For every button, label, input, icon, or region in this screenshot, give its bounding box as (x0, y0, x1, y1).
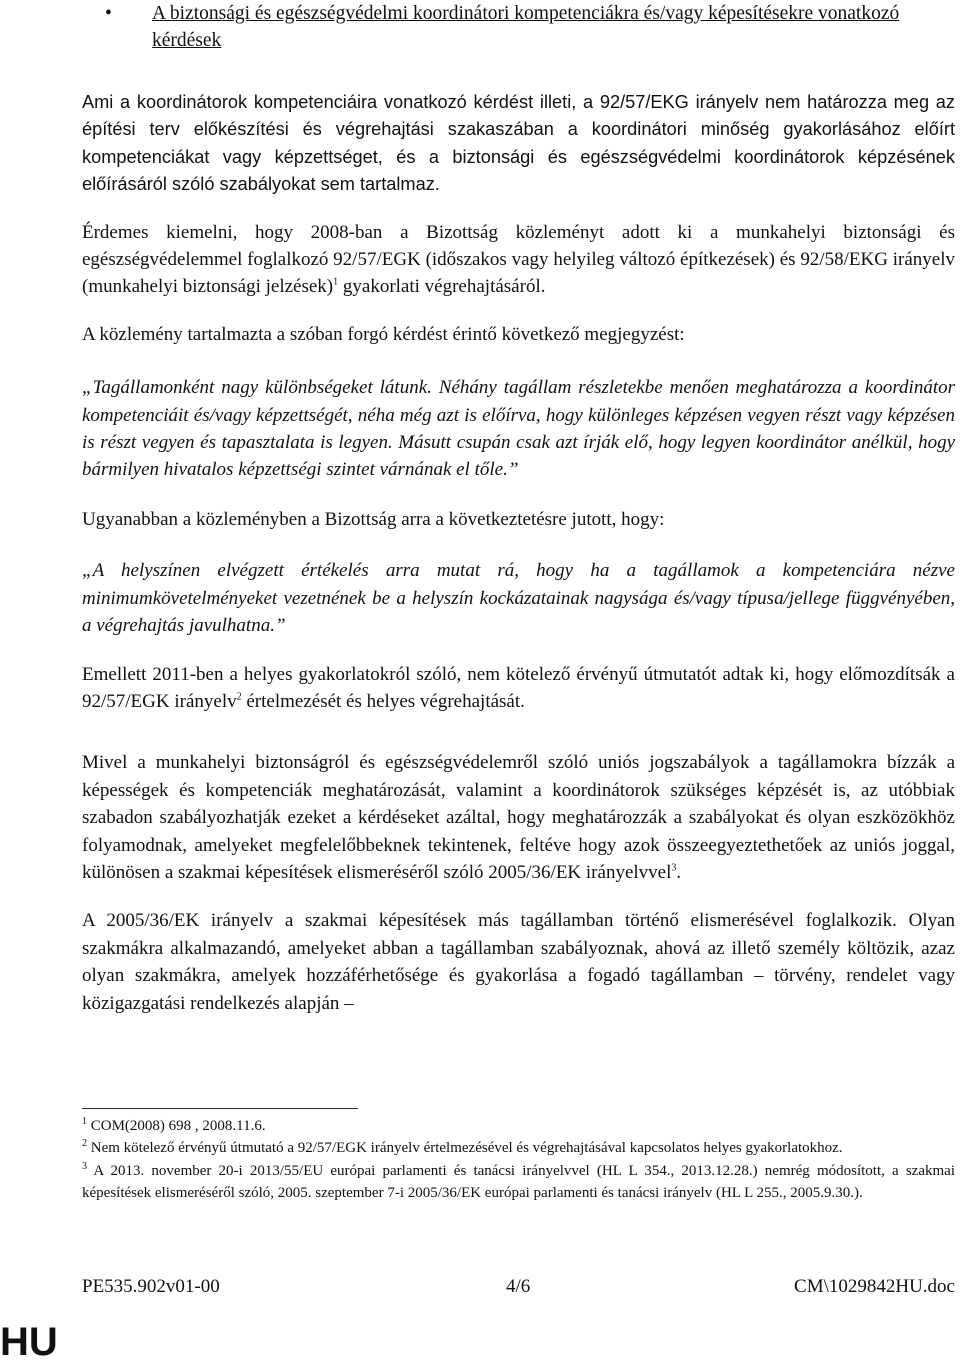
footnote-ref-1[interactable]: 1 (333, 277, 339, 289)
footnote-text: COM(2008) 698 , 2008.11.6. (87, 1118, 266, 1134)
footnote-text: A 2013. november 20-i 2013/55/EU európai parlamenti és tanácsi irányelvvel (HL L 354., 2013.12.28.) nemrég módosított, a szakmai képesítések elismeréséről szóló, 2005. szeptember 7-i 2005/36/EK európai parlamenti és tanácsi irányelv (HL L 255., 2005.9.30.). (82, 1162, 955, 1202)
footnote-ref-2[interactable]: 2 (236, 691, 242, 703)
footnote-3 (82, 1160, 955, 1205)
document-reference: PE535.902v01-00 (82, 1276, 220, 1297)
paragraph-6-tail: . (676, 861, 682, 883)
footnotes (82, 1115, 955, 1205)
paragraph-6 (82, 749, 955, 886)
paragraph-3: A közlemény tartalmazta a szóban forgó kérdést érintő következő megjegyzést: (82, 323, 685, 345)
footnote-2 (82, 1137, 955, 1159)
paragraph-1: Ami a koordinátorok kompetenciáira vonatkozó kérdést illeti, a 92/57/EKG irányelv nem határozza meg az építési terv előkészítési és végrehajtási szakaszában a koordinátori minőség gyakorlásához előírt kompetenciákat vagy képzettséget, és a biztonsági és egészségvédelmi koordinátorok képzésének előírásáról szóló szabályokat sem tartalmaz. (82, 92, 955, 195)
section-heading (105, 0, 955, 54)
footnote-ref-3[interactable]: 3 (671, 862, 677, 874)
bullet-icon: • (105, 3, 112, 24)
footnote-number: 3 (82, 1160, 87, 1172)
language-tag: HU (0, 1320, 58, 1364)
paragraph-5 (82, 661, 955, 716)
paragraph-5-text: Emellett 2011-ben a helyes gyakorlatokról szóló, nem kötelező érvényű útmutatót adtak ki, hogy előmozdítsák a 92/57/EGK irányelv (82, 663, 955, 712)
footnote-1 (82, 1115, 955, 1137)
page-footer (82, 1276, 955, 1302)
quote-1: „Tagállamonként nagy különbségeket látunk. Néhány tagállam részletekbe menően meghatározza a koordinátor kompetenciáit és/vagy képzettségét, néha még azt is előírva, hogy különleges képzésen vegyen részt vagy képzésen is részt vegyen és tapasztalata is legyen. Másutt csupán csak azt írják elő, hogy legyen koordinátor anélkül, hogy bármilyen hivatalos képzettségi szintet várnának el tőle.” (82, 377, 955, 481)
document-body (82, 0, 955, 1017)
paragraph-7: A 2005/36/EK irányelv a szakmai képesítések más tagállamban történő elismerésével foglalkozik. Olyan szakmákra alkalmazandó, amelyeket abban a tagállamban szabályoznak, ahová az illető személy költözik, azaz olyan szakmákra, amelyek hozzáférhetősége és gyakorlása a fogadó tagállamban – törvény, rendelet vagy közigazgatási rendelkezés alapján – (82, 910, 955, 1014)
footnote-number: 1 (82, 1116, 87, 1127)
paragraph-6-text: Mivel a munkahelyi biztonságról és egészségvédelemről szóló uniós jogszabályok a tagállamokra bízzák a képességek és kompetenciák meghatározását, valamint a koordinátorok szükséges képzését is, az utóbbiak szabadon szabályozhatják ezeket a kérdéseket azáltal, hogy meghatározzák a szabályokat és olyan eszközökhöz folyamodnak, amelyeket megfelelőbbeknek tekintenek, feltéve hogy azok összeegyeztethetőek az uniós joggal, különösen a szakmai képesítések elismeréséről szóló 2005/36/EK irányelvvel (82, 752, 955, 883)
quote-2: „A helyszínen elvégzett értékelés arra mutat rá, hogy ha a tagállamok a kompetenciára nézve minimumkövetelményeket vezetnének be a helyszín kockázatainak nagysága és/vagy típusa/jellege függvényében, a végrehajtás javulhatna.” (82, 560, 955, 637)
paragraph-2 (82, 219, 955, 301)
page-number: 4/6 (506, 1276, 531, 1297)
footnote-text: Nem kötelező érvényű útmutató a 92/57/EGK irányelv értelmezésével és végrehajtásával kapcsolatos helyes gyakorlatokhoz. (87, 1140, 843, 1157)
paragraph-2-text: Érdemes kiemelni, hogy 2008-ban a Bizottság közleményt adott ki a munkahelyi biztonsági és egészségvédelemmel foglalkozó 92/57/EGK (időszakos vagy helyileg változó építkezések) és 92/58/EKG irányelv (munkahelyi biztonsági jelzések) (82, 221, 955, 298)
heading-link[interactable]: A biztonsági és egészségvédelmi koordinátori kompetenciákra és/vagy képesítésekre vonatkozó kérdések (152, 3, 900, 51)
paragraph-4: Ugyanabban a közleményben a Bizottság arra a következtetésre jutott, hogy: (82, 508, 665, 530)
paragraph-2-tail: gyakorlati végrehajtásáról. (338, 276, 546, 298)
footnote-separator (82, 1108, 358, 1109)
footnote-number: 2 (82, 1138, 87, 1150)
paragraph-5-tail: értelmezését és helyes végrehajtását. (241, 690, 525, 712)
file-name: CM\1029842HU.doc (794, 1276, 955, 1297)
